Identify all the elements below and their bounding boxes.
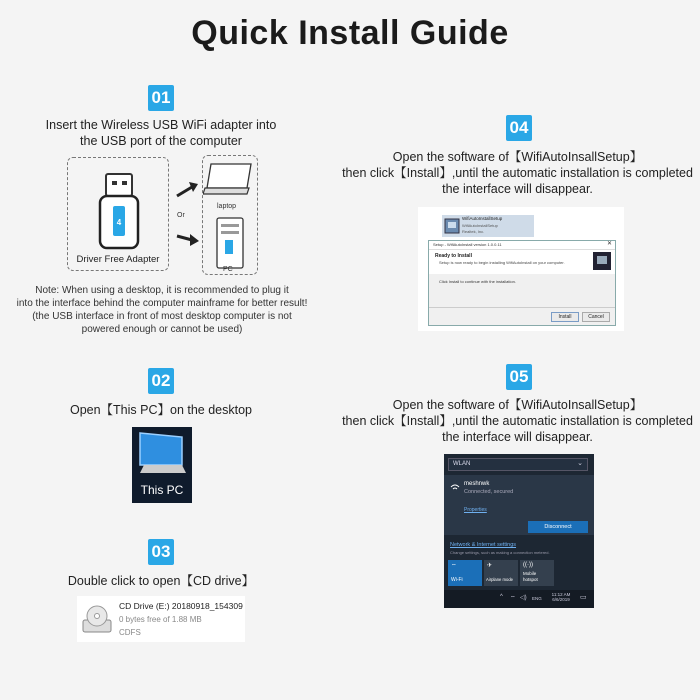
adapter-box — [67, 157, 169, 271]
step1-line2: the USB port of the computer — [80, 134, 242, 148]
svg-text:4: 4 — [116, 218, 122, 227]
wlan-dropdown[interactable] — [448, 458, 588, 471]
taskbar — [444, 590, 594, 608]
drive-name: CD Drive (E:) 20180918_154309 — [119, 601, 243, 611]
note-line: powered enough or cannot be used) — [81, 324, 243, 335]
this-pc-tile[interactable] — [132, 427, 192, 503]
install-button[interactable]: Install — [551, 312, 579, 322]
clock-date: 6/6/2019 — [552, 597, 570, 602]
dialog-divider — [429, 307, 615, 308]
step1-instruction — [20, 117, 302, 149]
step4-line3: the interface will disappear. — [442, 182, 593, 196]
tray-chevron-icon[interactable]: ^ — [500, 594, 503, 600]
dialog-titlebar — [429, 241, 615, 250]
pc-label: PC — [223, 266, 233, 273]
wifi-tile[interactable] — [448, 560, 482, 586]
file-sub1: WifiAutoInstallSetup — [462, 223, 498, 228]
note-line: Note: When using a desktop, it is recommended to plug it — [35, 285, 289, 296]
or-label: Or — [177, 212, 185, 219]
setup-file-item[interactable] — [442, 215, 534, 237]
step4-line1: Open the software of【WifiAutoInsallSetup】 — [392, 150, 643, 164]
wifi-flyout — [444, 454, 594, 608]
ready-sub: Setup is now ready to begin installing WifiAutoInstall on your computer. — [439, 260, 565, 265]
laptop-pc-icon — [203, 156, 257, 274]
setup-logo-icon — [593, 252, 611, 270]
network-settings-link[interactable]: Network & Internet settings — [450, 542, 517, 548]
file-name: WifiAutoInstallSetup — [462, 216, 503, 221]
cancel-button[interactable]: Cancel — [582, 312, 610, 322]
chevron-down-icon: ⌄ — [577, 460, 583, 467]
volume-icon[interactable]: ◁) — [520, 595, 527, 601]
step5-line1: Open the software of【WifiAutoInsallSetup】 — [392, 398, 643, 412]
hotspot-tile[interactable] — [520, 560, 554, 586]
file-sub2: Realtek, Inc. — [462, 229, 485, 234]
wlan-label: WLAN — [453, 461, 471, 467]
drive-fs: CDFS — [119, 628, 141, 637]
note-line: into the interface behind the computer mainframe for better result! — [16, 298, 308, 309]
hotspot-icon: ((·)) — [523, 562, 533, 568]
dialog-body-text: Click Install to continue with the installation. — [439, 279, 516, 284]
step3-instruction: Double click to open【CD drive】 — [67, 574, 255, 588]
setup-dialog — [428, 240, 616, 326]
step5-line2: then click【Install】,until the automatic installation is completed — [342, 414, 693, 428]
setup-screenshot — [418, 207, 624, 331]
adapter-label: Driver Free Adapter — [76, 254, 160, 265]
airplane-tile[interactable] — [484, 560, 518, 586]
hotspot-label-2: hotspot — [523, 577, 538, 582]
dialog-title: Setup - WifiAutoInstall version 1.0.0.11 — [433, 242, 502, 247]
network-tray-icon[interactable]: ⌔ — [510, 596, 516, 602]
drive-free: 0 bytes free of 1.88 MB — [119, 615, 202, 624]
wifi-tile-label: Wi-Fi — [451, 577, 463, 583]
airplane-tile-label: Airplane mode — [486, 577, 514, 582]
step3-badge: 03 — [148, 539, 174, 565]
monitor-icon — [132, 427, 192, 479]
installer-icon — [444, 217, 460, 235]
step2-badge: 02 — [148, 368, 174, 394]
page-title: Quick Install Guide — [191, 14, 509, 52]
step5-instruction — [340, 397, 695, 445]
step5-badge: 05 — [506, 364, 532, 390]
network-name: meshnwk — [464, 481, 490, 487]
language-indicator[interactable]: ENG — [532, 596, 542, 601]
this-pc-label: This PC — [140, 483, 184, 497]
step4-instruction — [340, 149, 695, 197]
clock-time: 11:12 AM — [551, 592, 571, 597]
notification-icon[interactable]: ▭ — [580, 594, 587, 601]
step5-line3: the interface will disappear. — [442, 430, 593, 444]
clock[interactable] — [548, 592, 574, 602]
step2-instruction: Open【This PC】on the desktop — [69, 403, 253, 417]
dialog-header — [429, 250, 615, 274]
network-item[interactable] — [444, 475, 594, 535]
properties-link[interactable]: Properties — [464, 507, 487, 513]
cd-drive-icon — [81, 602, 113, 638]
cd-drive-item[interactable] — [77, 596, 245, 642]
note-line: (the USB interface in front of most desktop computer is not — [32, 311, 292, 322]
ready-title: Ready to Install — [435, 253, 472, 259]
close-icon[interactable]: ✕ — [606, 241, 612, 247]
wifi-tile-icon: ⌔ — [451, 564, 457, 570]
settings-sub: Change settings, such as making a connection metered. — [450, 550, 550, 555]
laptop-label: laptop — [217, 203, 237, 210]
step4-line2: then click【Install】,until the automatic installation is completed — [342, 166, 693, 180]
step1-note — [0, 284, 324, 336]
airplane-icon: ✈ — [487, 563, 493, 569]
step4-badge: 04 — [506, 115, 532, 141]
computer-box — [202, 155, 258, 275]
hotspot-label-1: Mobile — [523, 571, 537, 576]
step1-line1: Insert the Wireless USB WiFi adapter into — [45, 118, 277, 132]
network-status: Connected, secured — [464, 489, 514, 495]
disconnect-button[interactable]: Disconnect — [528, 521, 588, 533]
step1-badge: 01 — [148, 85, 174, 111]
wifi-icon — [450, 481, 460, 491]
